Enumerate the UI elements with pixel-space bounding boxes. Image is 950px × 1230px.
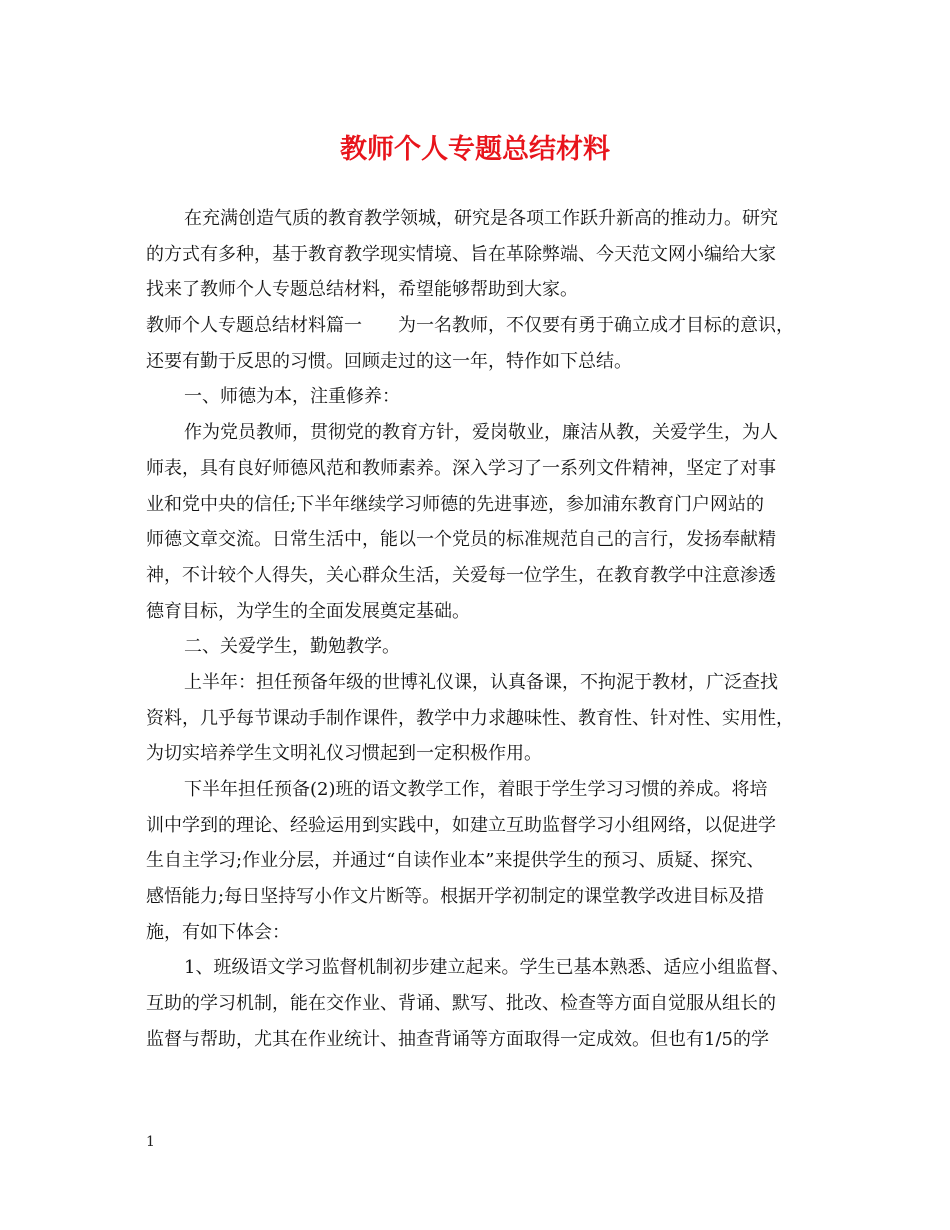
text-segment: 二、关爱学生，勤勉教学。	[184, 636, 400, 658]
text-line	[146, 629, 811, 665]
text-line	[146, 379, 811, 415]
text-line	[146, 344, 811, 380]
text-line	[146, 522, 811, 558]
text-line	[146, 879, 811, 915]
text-segment: 上半年：担任预备年级的世博礼仪课，认真备课，不拘泥于教材，广泛查找	[184, 671, 778, 693]
text-line	[146, 415, 811, 451]
text-line	[146, 487, 811, 523]
text-segment: 资料，几乎每节课动手制作课件，教学中力求趣味性、教育性、针对性、实用性，	[146, 707, 794, 729]
text-segment: 神，不计较个人得失，关心群众生活，关爱每一位学生，在教育教学中注意渗透	[146, 564, 776, 586]
text-segment: 在充满创造气质的教育教学领城，研究是各项工作跃升新高的推动力。研究	[184, 208, 778, 229]
text-segment: 一、师德为本，注重修养：	[184, 386, 400, 408]
text-segment: 为切实培养学生文明礼仪习惯起到一定积极作用。	[146, 743, 542, 765]
text-segment: 感悟能力;每日坚持写小作文片断等。根据开学初制定的课堂教学改进目标及措	[146, 886, 765, 908]
text-line	[146, 843, 811, 879]
text-segment: 教师个人专题总结材料篇一	[146, 315, 362, 337]
text-line	[146, 237, 811, 273]
text-line	[146, 308, 811, 344]
text-line	[146, 701, 811, 737]
text-line	[146, 986, 811, 1022]
text-line	[146, 950, 811, 986]
text-segment: 找来了教师个人专题总结材料，希望能够帮助到大家。	[146, 279, 578, 301]
text-segment: 师表，具有良好师德风范和教师素养。深入学习了一系列文件精神，坚定了对事	[146, 457, 776, 479]
text-line	[146, 772, 811, 808]
text-line	[146, 665, 811, 701]
text-segment: 1、班级语文学习监督机制初步建立起来。学生已基本熟悉、适应小组监督、	[184, 957, 790, 979]
text-segment: 下半年担任预备(2)班的语文教学工作，着眼于学生学习习惯的养成。将培	[184, 779, 768, 800]
text-segment: 师德文章交流。日常生活中，能以一个党员的标准规范自己的言行，发扬奉献精	[146, 529, 776, 551]
text-segment: 业和党中央的信任;下半年继续学习师德的先进事迹，参加浦东教育门户网站的	[146, 493, 765, 515]
text-line	[146, 558, 811, 594]
text-segment: 训中学到的理论、经验运用到实践中，如建立互助监督学习小组网络，以促进学	[146, 814, 776, 836]
text-segment: 德育目标，为学生的全面发展奠定基础。	[146, 600, 470, 622]
text-segment: 施，有如下体会：	[146, 921, 290, 943]
document-title: 教师个人专题总结材料	[340, 134, 610, 165]
text-segment: 互助的学习机制，能在交作业、背诵、默写、批改、检查等方面自觉服从组长的	[146, 993, 776, 1015]
text-line	[146, 808, 811, 844]
text-line	[146, 1022, 811, 1058]
document-body	[146, 201, 811, 1058]
page-number: 1	[146, 1134, 155, 1150]
text-segment: 监督与帮助，尤其在作业统计、抽查背诵等方面取得一定成效。但也有1/5的学	[146, 1028, 769, 1050]
text-line	[146, 201, 811, 237]
text-line	[146, 915, 811, 951]
text-line	[146, 451, 811, 487]
text-line	[146, 594, 811, 630]
text-line	[146, 272, 811, 308]
text-segment: 生自主学习;作业分层，并通过“自读作业本”来提供学生的预习、质疑、探究、	[146, 850, 765, 872]
text-segment: 作为党员教师，贯彻党的教育方针，爱岗敬业，廉洁从教，关爱学生，为人	[184, 422, 778, 444]
text-line	[146, 736, 811, 772]
text-segment: 还要有勤于反思的习惯。回顾走过的这一年，特作如下总结。	[146, 350, 632, 372]
text-segment: 为一名教师，不仅要有勇于确立成才目标的意识，	[398, 315, 794, 337]
text-segment: 的方式有多种，基于教育教学现实情境、旨在革除弊端、今天范文网小编给大家	[146, 243, 776, 265]
